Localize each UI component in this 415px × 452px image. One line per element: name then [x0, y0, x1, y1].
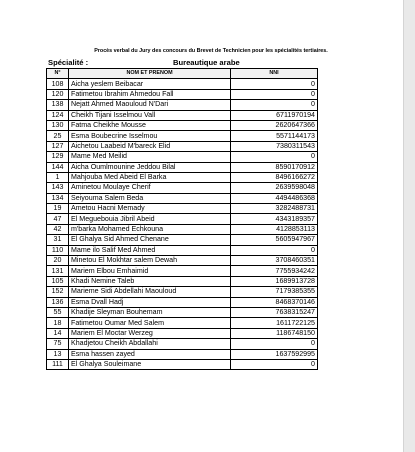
- jury-table: [46, 68, 318, 370]
- table-row: [47, 235, 318, 245]
- candidate-nni: 7638315247: [231, 307, 318, 317]
- table-row: [47, 100, 318, 110]
- candidate-nni: 0: [231, 152, 318, 162]
- header-nni: NNI: [231, 69, 318, 79]
- candidate-nni: 0: [231, 89, 318, 99]
- table-row: [47, 152, 318, 162]
- candidate-name: El Meguebouia Jibril Abeid: [69, 214, 231, 224]
- table-row: [47, 172, 318, 182]
- candidate-nni: 3708460351: [231, 256, 318, 266]
- candidate-name: Aichetou Laabeid M'bareck Elid: [69, 141, 231, 151]
- row-number: 134: [47, 193, 69, 203]
- candidate-nni: 8468370146: [231, 297, 318, 307]
- row-number: 136: [47, 297, 69, 307]
- candidate-nni: 7755934242: [231, 266, 318, 276]
- candidate-name: Nejatt Ahmed Maouloud N'Dari: [69, 100, 231, 110]
- table-row: [47, 359, 318, 369]
- candidate-nni: 4128853113: [231, 224, 318, 234]
- table-row: [47, 224, 318, 234]
- row-number: 143: [47, 183, 69, 193]
- candidate-name: Fatma Cheikhe Mousse: [69, 120, 231, 130]
- page-edge: [403, 0, 415, 452]
- table-row: [47, 266, 318, 276]
- table-row: [47, 141, 318, 151]
- row-number: 55: [47, 307, 69, 317]
- candidate-nni: 2620647366: [231, 120, 318, 130]
- row-number: 120: [47, 89, 69, 99]
- table-row: [47, 318, 318, 328]
- candidate-name: Khadjetou Cheikh Abdallahi: [69, 339, 231, 349]
- candidate-nni: 0: [231, 245, 318, 255]
- candidate-nni: 6711970194: [231, 110, 318, 120]
- table-row: [47, 162, 318, 172]
- table-header-row: [47, 69, 318, 79]
- document-heading: Procès verbal du Jury des concours du Brevet de Technicien pour les spécialités tertiaires.: [94, 48, 328, 54]
- row-number: 131: [47, 266, 69, 276]
- table-row: [47, 79, 318, 89]
- table-row: [47, 339, 318, 349]
- row-number: 25: [47, 131, 69, 141]
- table-row: [47, 328, 318, 338]
- candidate-name: Esma Dvall Hadj: [69, 297, 231, 307]
- table-row: [47, 297, 318, 307]
- specialite-label: Spécialité :: [48, 58, 89, 67]
- table-row: [47, 120, 318, 130]
- row-number: 31: [47, 235, 69, 245]
- header-name: NOM ET PRENOM: [69, 69, 231, 79]
- candidate-name: Khadije Sleyman Bouhemam: [69, 307, 231, 317]
- row-number: 47: [47, 214, 69, 224]
- candidate-nni: 7380311543: [231, 141, 318, 151]
- candidate-name: m'barka Mohamed Echkouna: [69, 224, 231, 234]
- candidate-name: Ametou Hacni Memady: [69, 204, 231, 214]
- candidate-nni: 8590170912: [231, 162, 318, 172]
- candidate-name: Cheikh Tijani Isselmou Vall: [69, 110, 231, 120]
- candidate-nni: 1186748150: [231, 328, 318, 338]
- candidate-nni: 4343189357: [231, 214, 318, 224]
- candidate-nni: 7179385355: [231, 287, 318, 297]
- table-row: [47, 214, 318, 224]
- row-number: 75: [47, 339, 69, 349]
- row-number: 13: [47, 349, 69, 359]
- row-number: 144: [47, 162, 69, 172]
- candidate-nni: 4494486368: [231, 193, 318, 203]
- table-row: [47, 89, 318, 99]
- table-row: [47, 193, 318, 203]
- table-row: [47, 276, 318, 286]
- candidate-name: El Ghalya Sid Ahmed Chenane: [69, 235, 231, 245]
- candidate-nni: 1637592995: [231, 349, 318, 359]
- row-number: 19: [47, 204, 69, 214]
- row-number: 124: [47, 110, 69, 120]
- candidate-nni: 1689913728: [231, 276, 318, 286]
- row-number: 152: [47, 287, 69, 297]
- row-number: 127: [47, 141, 69, 151]
- candidate-nni: 5605947967: [231, 235, 318, 245]
- candidate-name: El Ghalya Souleimane: [69, 359, 231, 369]
- table-row: [47, 349, 318, 359]
- candidate-name: Mame Med Meilid: [69, 152, 231, 162]
- row-number: 42: [47, 224, 69, 234]
- row-number: 138: [47, 100, 69, 110]
- row-number: 129: [47, 152, 69, 162]
- row-number: 1: [47, 172, 69, 182]
- candidate-name: Aicha Oumlmounine Jeddou Bilal: [69, 162, 231, 172]
- table-row: [47, 110, 318, 120]
- row-number: 130: [47, 120, 69, 130]
- candidate-nni: 3282488731: [231, 204, 318, 214]
- candidate-name: Aicha yeslem Beibacar: [69, 79, 231, 89]
- candidate-nni: 8496166272: [231, 172, 318, 182]
- row-number: 20: [47, 256, 69, 266]
- header-num: N°: [47, 69, 69, 79]
- row-number: 108: [47, 79, 69, 89]
- candidate-name: Khadi Nemine Taleb: [69, 276, 231, 286]
- candidate-name: Marieme Sidi Abdellahi Maouloud: [69, 287, 231, 297]
- table-row: [47, 131, 318, 141]
- candidate-name: Mahjouba Med Abeid El Barka: [69, 172, 231, 182]
- candidate-name: Fatimetou Oumar Med Salem: [69, 318, 231, 328]
- table-body: [47, 79, 318, 370]
- table-row: [47, 204, 318, 214]
- row-number: 110: [47, 245, 69, 255]
- candidate-nni: 1611722125: [231, 318, 318, 328]
- candidate-nni: 0: [231, 79, 318, 89]
- table-row: [47, 256, 318, 266]
- candidate-nni: 0: [231, 100, 318, 110]
- candidate-name: Fatimetou Ibrahim Ahmedou Fall: [69, 89, 231, 99]
- row-number: 105: [47, 276, 69, 286]
- table-row: [47, 287, 318, 297]
- specialite-line: [46, 58, 346, 68]
- row-number: 14: [47, 328, 69, 338]
- table-row: [47, 183, 318, 193]
- candidate-name: Minetou El Mokhtar salem Dewah: [69, 256, 231, 266]
- candidate-name: Mame ilo Salif Med Ahmed: [69, 245, 231, 255]
- candidate-nni: 2639598048: [231, 183, 318, 193]
- specialite-value: Bureautique arabe: [173, 58, 240, 67]
- candidate-name: Seiyouma Salem Beda: [69, 193, 231, 203]
- candidate-name: Esma hassen zayed: [69, 349, 231, 359]
- candidate-name: Mariem Elbou Emhaimid: [69, 266, 231, 276]
- candidate-name: Aminetou Moulaye Cherif: [69, 183, 231, 193]
- candidate-nni: 0: [231, 359, 318, 369]
- candidate-nni: 5571144173: [231, 131, 318, 141]
- row-number: 111: [47, 359, 69, 369]
- candidate-nni: 0: [231, 339, 318, 349]
- candidate-name: Esma Boubecrine Isselmou: [69, 131, 231, 141]
- candidate-name: Mariem El Moctar Werzeg: [69, 328, 231, 338]
- table-row: [47, 245, 318, 255]
- row-number: 18: [47, 318, 69, 328]
- table-row: [47, 307, 318, 317]
